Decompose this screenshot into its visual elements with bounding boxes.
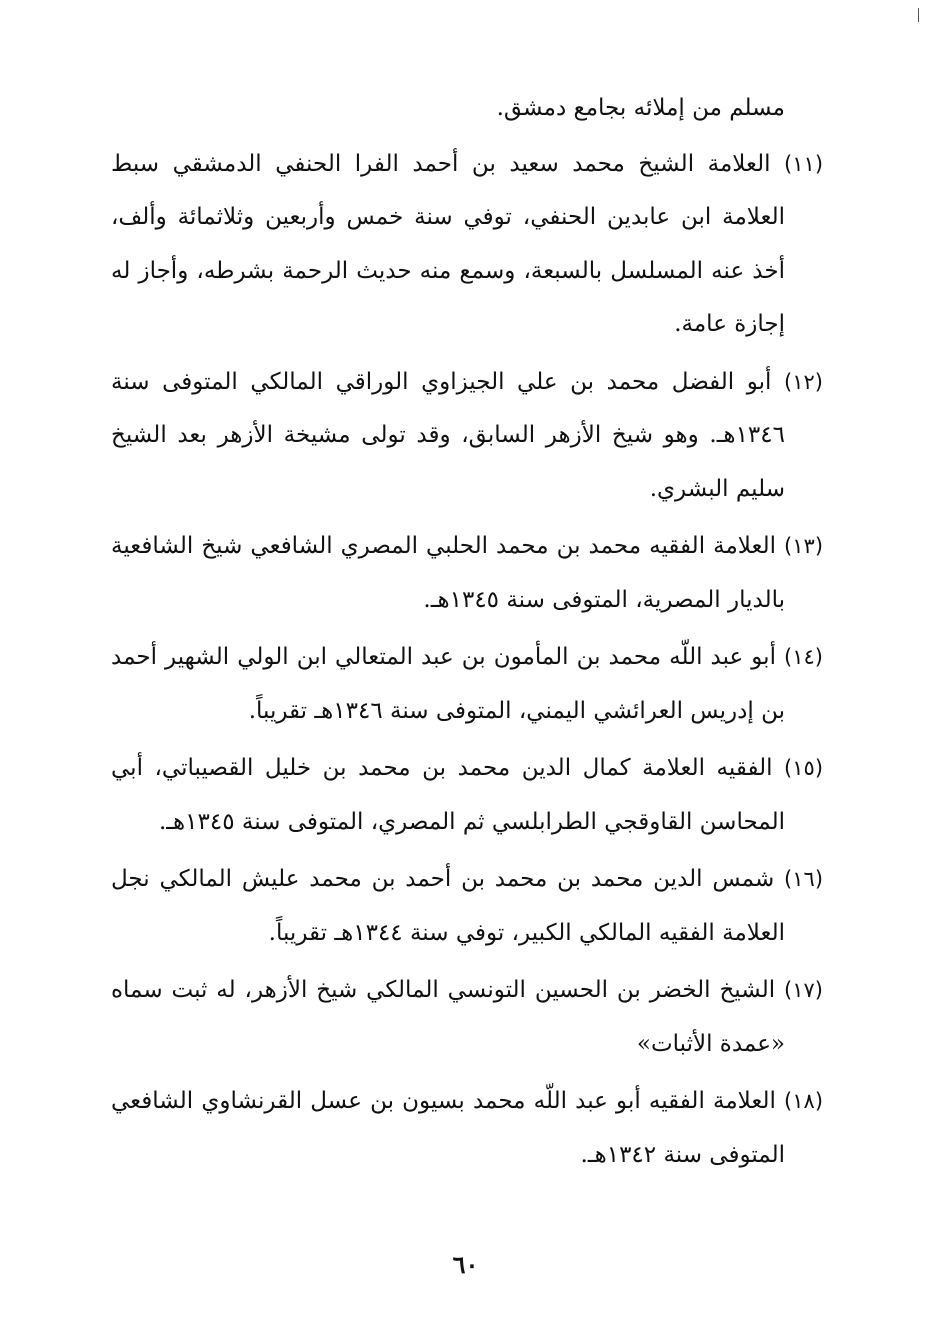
- entry-14: [111, 631, 823, 738]
- entry-number: (١٢): [784, 369, 823, 394]
- entry-18: [111, 1075, 823, 1182]
- scan-edge-mark: [918, 8, 919, 22]
- intro-line: مسلم من إملائه بجامع دمشق.: [496, 95, 785, 121]
- entry-number: (١٦): [784, 867, 824, 891]
- entry-15: [111, 742, 823, 849]
- entry-number: (١٤): [784, 645, 823, 669]
- page-number: ٦٠: [452, 1250, 479, 1279]
- entry-16: [111, 853, 823, 960]
- entry-number: (١٨): [784, 1089, 824, 1113]
- entry-number: (١١): [784, 151, 824, 176]
- entry-text: شمس الدين محمد بن محمد بن أحمد بن محمد عليش المالكي نجل العلامة الفقيه المالكي الكبير، توفي سنة ١٣٤٤هـ تقريباً.: [111, 866, 785, 946]
- entry-13: [111, 520, 823, 627]
- entry-text: العلامة الفقيه محمد بن محمد الحلبي المصري الشافعي شيخ الشافعية بالديار المصرية، المتوفى سنة ١٣٤٥هـ.: [111, 533, 785, 613]
- entry-text: العلامة الفقيه أبو عبد اللّه محمد بسيون بن عسل القرنشاوي الشافعي المتوفى سنة ١٣٤٢هـ.: [111, 1088, 785, 1168]
- entry-text: أبو الفضل محمد بن علي الجيزاوي الوراقي المالكي المتوفى سنة ١٣٤٦هـ. وهو شيخ الأزهر السابق، وقد تولى مشيخة الأزهر بعد الشيخ سليم البشري.: [111, 368, 785, 502]
- entry-number: (١٧): [784, 978, 823, 1002]
- entry-number: (١٥): [784, 756, 824, 780]
- entry-text: الفقيه العلامة كمال الدين محمد بن محمد بن خليل القصيباتي، أبي المحاسن القاوقجي الطرابلسي ثم المصري، المتوفى سنة ١٣٤٥هـ.: [111, 755, 785, 835]
- entry-17: [111, 964, 823, 1071]
- entry-11: [111, 138, 823, 352]
- entry-text: الشيخ الخضر بن الحسين التونسي المالكي شيخ الأزهر، له ثبت سماه «عمدة الأثبات»: [111, 977, 785, 1057]
- entry-text: أبو عبد اللّه محمد بن المأمون بن عبد المتعالي ابن الولي الشهير أحمد بن إدريس العرائشي اليمني، المتوفى سنة ١٣٤٦هـ تقريباً.: [111, 644, 785, 724]
- entry-number: (١٣): [784, 534, 824, 558]
- page-body: [111, 82, 823, 1186]
- entry-text: العلامة الشيخ محمد سعيد بن أحمد الفرا الحنفي الدمشقي سبط العلامة ابن عابدين الحنفي، توفي سنة خمس وأربعين وثلاثمائة وألف، أخذ عنه المسلسل بالسبعة، وسمع منه حديث الرحمة بشرطه، وأجاز له إجازة عامة.: [111, 150, 785, 337]
- entry-12: [111, 356, 823, 517]
